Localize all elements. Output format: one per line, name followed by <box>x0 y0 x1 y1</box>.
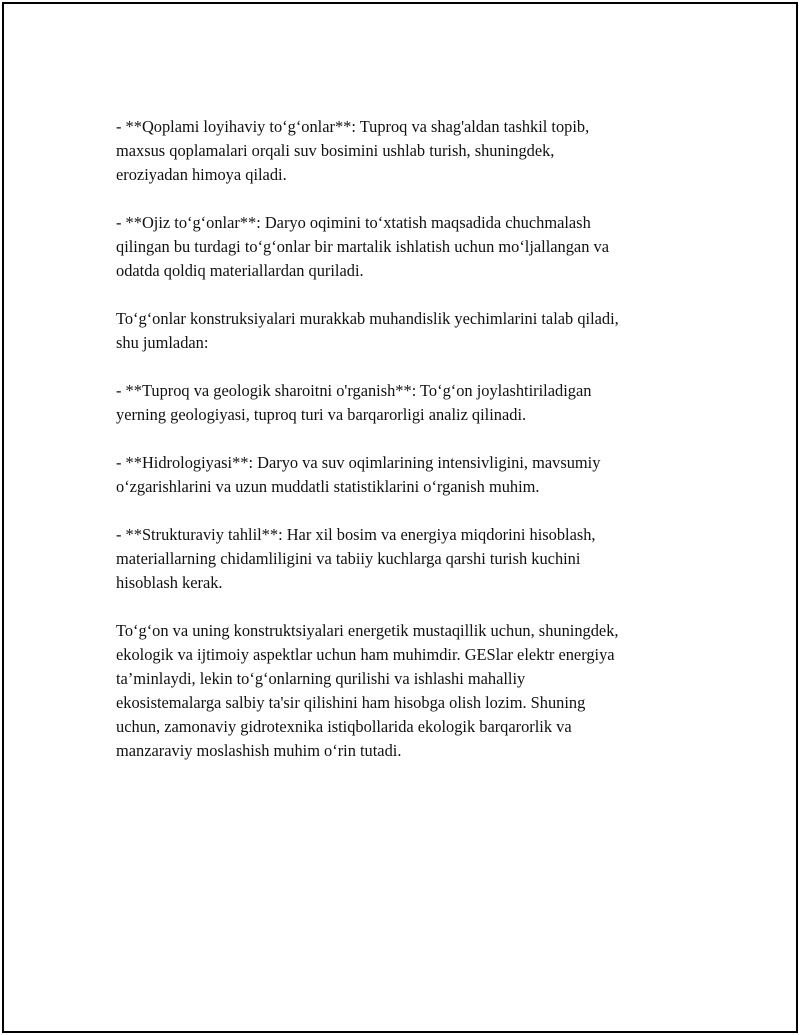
paragraph-strukturaviy-tahlil: - **Strukturaviy tahlil**: Har xil bosim va energiya miqdorini hisoblash, materiallarning chidamliligini va tabiiy kuchlarga qarshi turish kuchini hisoblash kerak. <box>116 525 596 592</box>
paragraph-qoplami-togonlar: - **Qoplami loyihaviy to‘g‘onlar**: Tuproq va shag'aldan tashkil topib, maxsus qoplamalari orqali suv bosimini ushlab turish, shuningdek, eroziyadan himoya qiladi. <box>116 117 590 184</box>
paragraph-hidrologiyasi: - **Hidrologiyasi**: Daryo va suv oqimlarining intensivligini, mavsumiy o‘zgarishlarini va uzun muddatli statistiklarini o‘rganish muhim. <box>116 453 601 496</box>
paragraph-conclusion: To‘g‘on va uning konstruktsiyalari energetik mustaqillik uchun, shuningdek, ekologik va ijtimoiy aspektlar uchun ham muhimdir. GESlar elektr energiya ta’minlaydi, lekin to‘g‘onlarning qurilishi va ishlashi mahalliy ekosistemalarga salbiy ta'sir qilishini ham hisobga olish lozim. Shuning uchun, zamonaviy gidrotexnika istiqbollarida ekologik barqarorlik va manzaraviy moslashish muhim o‘rin tutadi. <box>116 621 619 760</box>
paragraph-tuproq-geologik: - **Tuproq va geologik sharoitni o'rganish**: To‘g‘on joylashtiriladigan yerning geologiyasi, tuproq turi va barqarorligi analiz qilinadi. <box>116 381 592 424</box>
paragraph-konstruksiyalar-intro: To‘g‘onlar konstruksiyalari murakkab muhandislik yechimlarini talab qiladi, shu jumladan: <box>116 309 619 352</box>
paragraph-ojiz-togonlar: - **Ojiz to‘g‘onlar**: Daryo oqimini to‘xtatish maqsadida chuchmalash qilingan bu turdagi to‘g‘onlar bir martalik ishlatish uchun mo‘ljallangan va odatda qoldiq materiallardan quriladi. <box>116 213 609 280</box>
document-body <box>116 115 716 787</box>
